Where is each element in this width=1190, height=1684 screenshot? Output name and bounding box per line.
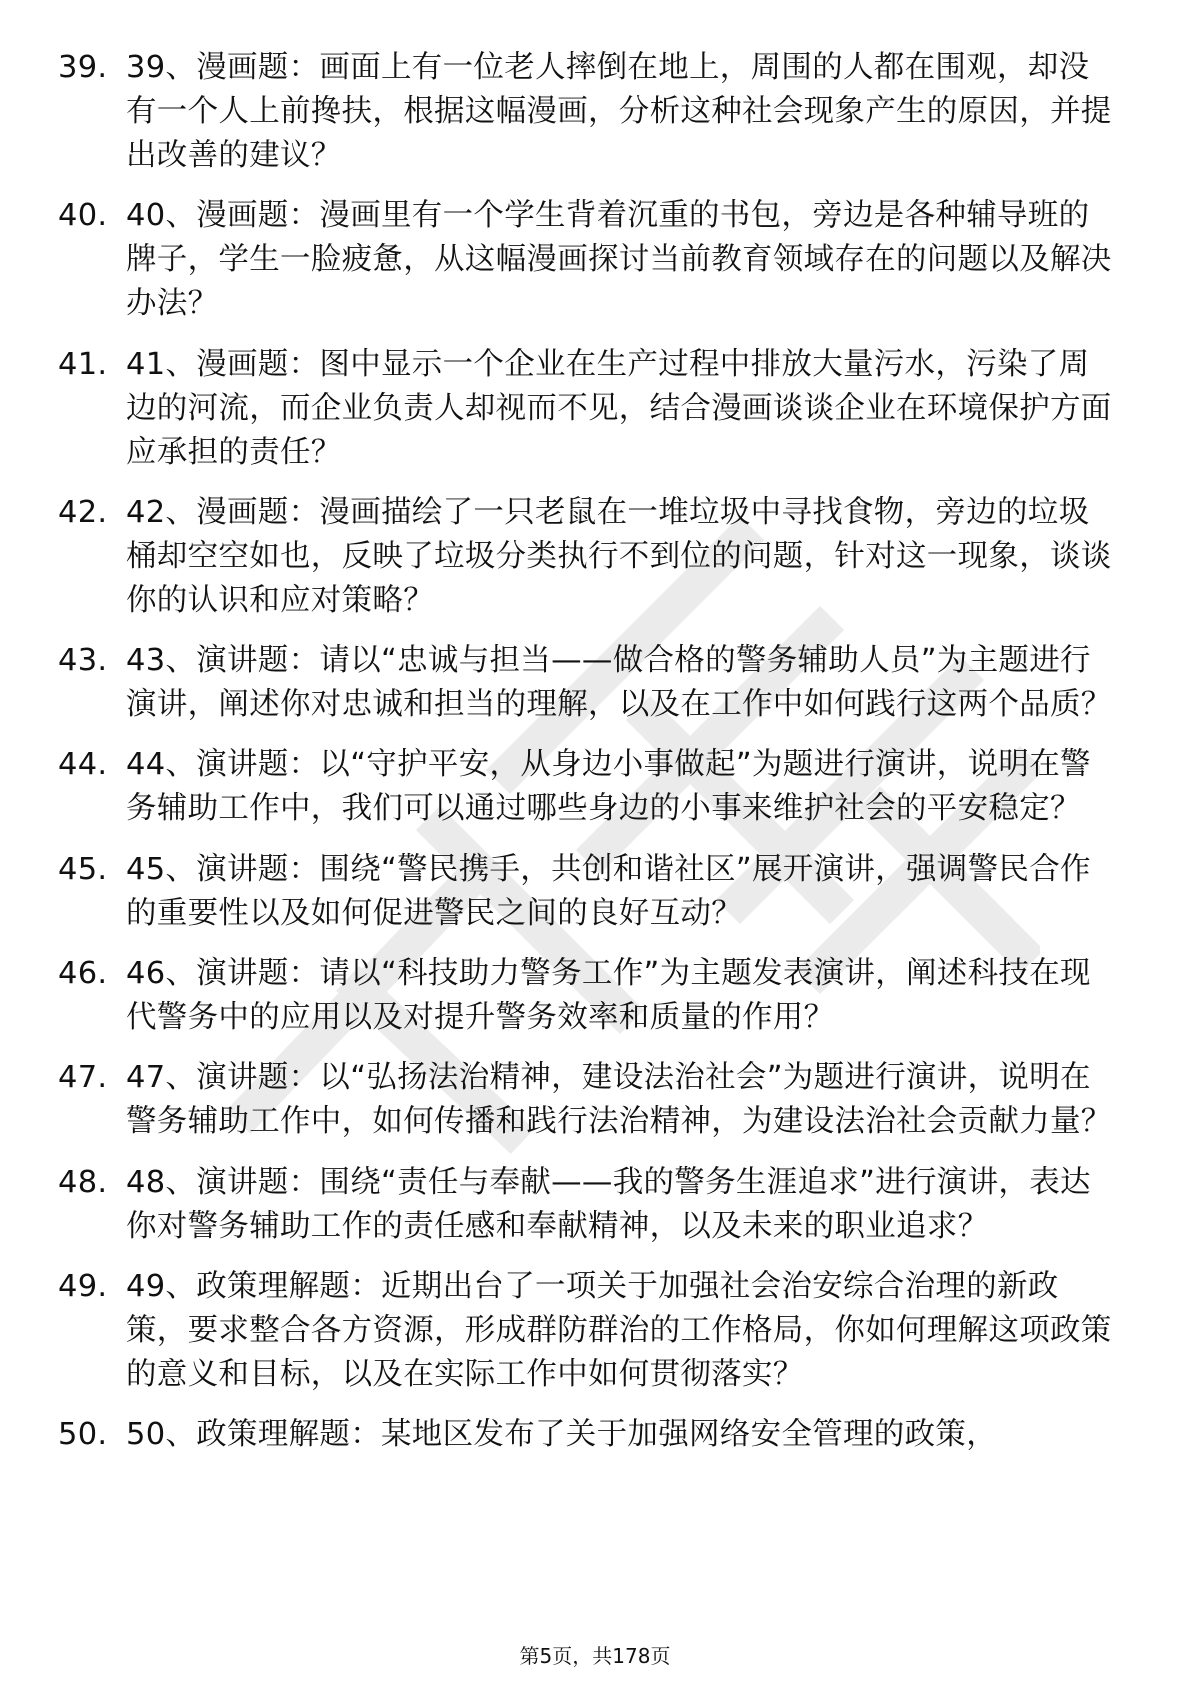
question-text: 47、演讲题：以“弘扬法治精神，建设法治社会”为题进行演讲，说明在警务辅助工作中，如何传播和践行法治精神，为建设法治社会贡献力量？ [126, 1060, 1112, 1140]
question-item [58, 743, 1120, 831]
question-text: 50、政策理解题：某地区发布了关于加强网络安全管理的政策， [126, 1417, 998, 1453]
question-number: 40. [58, 198, 108, 234]
question-text: 42、漫画题：漫画描绘了一只老鼠在一堆垃圾中寻找食物，旁边的垃圾桶却空空如也，反映了垃圾分类执行不到位的问题，针对这一现象，谈谈你的认识和应对策略？ [126, 494, 1112, 618]
question-number: 42. [58, 494, 108, 530]
question-number: 41. [58, 346, 108, 382]
question-item [58, 952, 1120, 1040]
question-text: 49、政策理解题：近期出台了一项关于加强社会治安综合治理的新政策，要求整合各方资源，形成群防群治的工作格局，你如何理解这项政策的意义和目标，以及在实际工作中如何贯彻落实？ [126, 1268, 1112, 1392]
question-item [58, 1413, 1120, 1457]
question-number: 45. [58, 851, 108, 887]
question-text: 43、演讲题：请以“忠诚与担当——做合格的警务辅助人员”为主题进行演讲，阐述你对忠诚和担当的理解，以及在工作中如何践行这两个品质？ [126, 643, 1112, 723]
question-text: 39、漫画题：画面上有一位老人摔倒在地上，周围的人都在围观，却没有一个人上前搀扶，根据这幅漫画，分析这种社会现象产生的原因，并提出改善的建议？ [126, 50, 1112, 173]
question-number: 50. [58, 1417, 108, 1453]
question-number: 48. [58, 1164, 108, 1200]
question-item [58, 491, 1120, 623]
question-number: 39. [58, 50, 108, 85]
question-text: 45、演讲题：围绕“警民携手，共创和谐社区”展开演讲，强调警民合作的重要性以及如何促进警民之间的良好互动？ [126, 851, 1091, 931]
page-footer: 第5页，共178页 [519, 1644, 671, 1668]
question-number: 47. [58, 1060, 108, 1096]
question-item [58, 848, 1120, 936]
question-text: 44、演讲题：以“守护平安，从身边小事做起”为题进行演讲，说明在警务辅助工作中，我们可以通过哪些身边的小事来维护社会的平安稳定？ [126, 747, 1091, 827]
question-number: 46. [58, 956, 108, 992]
question-item [58, 1056, 1120, 1144]
question-number: 49. [58, 1268, 108, 1304]
question-item [58, 639, 1120, 727]
question-list [58, 46, 1120, 1474]
question-number: 44. [58, 747, 108, 783]
question-item [58, 194, 1120, 326]
question-text: 46、演讲题：请以“科技助力警务工作”为主题发表演讲，阐述科技在现代警务中的应用以及对提升警务效率和质量的作用？ [126, 956, 1091, 1036]
question-item [58, 343, 1120, 475]
question-text: 41、漫画题：图中显示一个企业在生产过程中排放大量污水，污染了周边的河流，而企业负责人却视而不见，结合漫画谈谈企业在环境保护方面应承担的责任？ [126, 346, 1112, 470]
question-number: 43. [58, 643, 108, 679]
question-item [58, 46, 1120, 178]
question-item [58, 1161, 1120, 1249]
question-item [58, 1265, 1120, 1397]
question-text: 40、漫画题：漫画里有一个学生背着沉重的书包，旁边是各种辅导班的牌子，学生一脸疲惫，从这幅漫画探讨当前教育领域存在的问题以及解决办法？ [126, 198, 1112, 322]
question-text: 48、演讲题：围绕“责任与奉献——我的警务生涯追求”进行演讲，表达你对警务辅助工作的责任感和奉献精神，以及未来的职业追求？ [126, 1164, 1091, 1244]
